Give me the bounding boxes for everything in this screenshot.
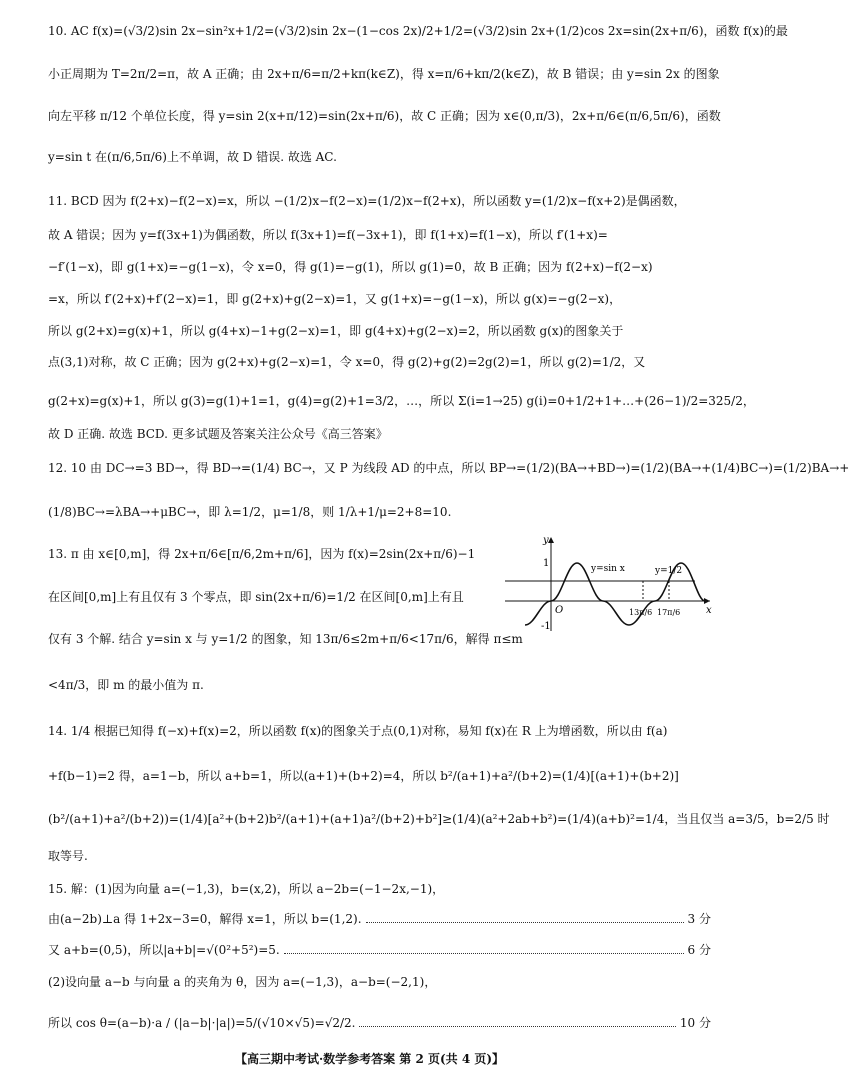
q15-score-10: 10 分 [679, 1016, 711, 1030]
y-axis-label: y [543, 535, 549, 546]
origin-label: O [555, 605, 564, 616]
q15-line-3-leader [284, 943, 684, 954]
q14-line-2: +f(b−1)=2 得，a=1−b，所以 a+b=1，所以(a+1)+(b+2)=4，所以 b²/(a+1)+a²/(b+2)=(1/4)[(a+1)+(b+2)] [48, 769, 679, 783]
q15-line-2 [48, 910, 711, 928]
x-axis-label: x [706, 605, 712, 616]
q11-line-6: 点(3,1)对称，故 C 正确；因为 g(2+x)+g(2−x)=1，令 x=0，得 g(2)+g(2)=2g(2)=1，所以 g(2)=1/2，又 [48, 355, 646, 369]
q14-line-3: (b²/(a+1)+a²/(b+2))=(1/4)[a²+(b+2)b²/(a+1)+(a+1)a²/(b+2)+b²]≥(1/4)(a²+2ab+b²)=(1/4)(a+b)²=1/4，当且仅当 a=3/5，b=2/5 时 [48, 812, 830, 826]
q11-line-7: g(2+x)=g(x)+1，所以 g(3)=g(1)+1=1，g(4)=g(2)+1=3/2，…，所以 Σ(i=1→25) g(i)=0+1/2+1+…+(26−1)/2=325/2， [48, 394, 755, 408]
q15-line-4: (2)设向量 a−b 与向量 a 的夹角为 θ，因为 a=(−1,3)，a−b=(−2,1)， [48, 975, 437, 989]
sin-curve-label: y=sin x [591, 564, 625, 574]
q14-line-1: 14. 1/4 根据已知得 f(−x)+f(x)=2，所以函数 f(x)的图象关于点(0,1)对称，易知 f(x)在 R 上为增函数，所以由 f(a) [48, 724, 668, 738]
half-line-label: y=1/2 [655, 566, 683, 576]
q10-line-3: 向左平移 π/12 个单位长度，得 y=sin 2(x+π/12)=sin(2x+π/6)，故 C 正确；因为 x∈(0,π/3)，2x+π/6∈(π/6,5π/6)，函数 [48, 109, 721, 123]
q13-line-1: 13. π 由 x∈[0,m]，得 2x+π/6∈[π/6,2m+π/6]，因为 f(x)=2sin(2x+π/6)−1 [48, 547, 476, 561]
q12-line-2: (1/8)BC→=λBA→+μBC→，即 λ=1/2，μ=1/8，则 1/λ+1/μ=2+8=10. [48, 505, 452, 519]
q11-line-1: 11. BCD 因为 f(2+x)−f(2−x)=x，所以 −(1/2)x−f(2−x)=(1/2)x−f(2+x)，所以函数 y=(1/2)x−f(x+2)是偶函数， [48, 194, 686, 208]
q15-score-3: 3 分 [687, 912, 711, 926]
page-footer: 【高三期中考试·数学参考答案 第 2 页(共 4 页)】 [234, 1052, 505, 1066]
q15-line-1: 15. 解：(1)因为向量 a=(−1,3)，b=(x,2)，所以 a−2b=(−1−2x,−1)， [48, 882, 445, 896]
q10-line-4: y=sin t 在(π/6,5π/6)上不单调，故 D 错误. 故选 AC. [48, 150, 337, 164]
q11-line-2: 故 A 错误；因为 y=f(3x+1)为偶函数，所以 f(3x+1)=f(−3x+1)，即 f(1+x)=f(1−x)，所以 f′(1+x)= [48, 228, 608, 242]
q15-line-5-leader [359, 1016, 675, 1027]
q15-line-5-text: 所以 cos θ=(a−b)·a / (|a−b|·|a|)=5/(√10×√5)=√2/2. [48, 1016, 356, 1030]
q11-line-8: 故 D 正确. 故选 BCD. 更多试题及答案关注公众号《高三答案》 [48, 427, 388, 441]
q11-line-4: =x，所以 f′(2+x)+f′(2−x)=1，即 g(2+x)+g(2−x)=1，又 g(1+x)=−g(1−x)，所以 g(x)=−g(2−x)， [48, 292, 622, 306]
q13-line-2: 在区间[0,m]上有且仅有 3 个零点，即 sin(2x+π/6)=1/2 在区间[0,m]上有且 [48, 590, 464, 604]
q10-line-1: 10. AC f(x)=(√3/2)sin 2x−sin²x+1/2=(√3/2)sin 2x−(1−cos 2x)/2+1/2=(√3/2)sin 2x+(1/2)cos 2x=sin(2x+π/6)，函数 f(x)的最 [48, 24, 788, 38]
q15-line-2-text: 由(a−2b)⊥a 得 1+2x−3=0，解得 x=1，所以 b=(1,2). [48, 912, 362, 926]
q15-line-3-text: 又 a+b=(0,5)，所以|a+b|=√(0²+5²)=5. [48, 943, 280, 957]
q15-line-5 [48, 1014, 711, 1032]
q11-line-5: 所以 g(2+x)=g(x)+1，所以 g(4+x)−1+g(2−x)=1，即 g(4+x)+g(2−x)=2，所以函数 g(x)的图象关于 [48, 324, 624, 338]
q13-line-3: 仅有 3 个解. 结合 y=sin x 与 y=1/2 的图象，知 13π/6≤2m+π/6<17π/6，解得 π≤m [48, 632, 523, 646]
y-axis-arrow-icon [548, 537, 554, 543]
y-neg-one-label: -1 [541, 621, 551, 632]
tick1-label: 13π/6 [629, 608, 653, 617]
q12-line-1: 12. 10 由 DC→=3 BD→，得 BD→=(1/4) BC→，又 P 为线段 AD 的中点，所以 BP→=(1/2)(BA→+BD→)=(1/2)(BA→+(1/4)BC→)=(1/2)BA→+ [48, 461, 849, 475]
q11-line-3: −f′(1−x)，即 g(1+x)=−g(1−x)，令 x=0，得 g(1)=−g(1)，所以 g(1)=0，故 B 正确；因为 f(2+x)−f(2−x) [48, 260, 653, 274]
q14-line-4: 取等号. [48, 849, 88, 863]
q15-line-3 [48, 941, 711, 959]
q10-line-2: 小正周期为 T=2π/2=π，故 A 正确；由 2x+π/6=π/2+kπ(k∈Z)，得 x=π/6+kπ/2(k∈Z)，故 B 错误；由 y=sin 2x 的图象 [48, 67, 720, 81]
y-one-label: 1 [543, 558, 550, 569]
q13-line-4: <4π/3，即 m 的最小值为 π. [48, 678, 204, 692]
q15-line-2-leader [366, 912, 684, 923]
sine-graph [505, 533, 715, 633]
q15-score-6: 6 分 [687, 943, 711, 957]
tick2-label: 17π/6 [657, 608, 681, 617]
